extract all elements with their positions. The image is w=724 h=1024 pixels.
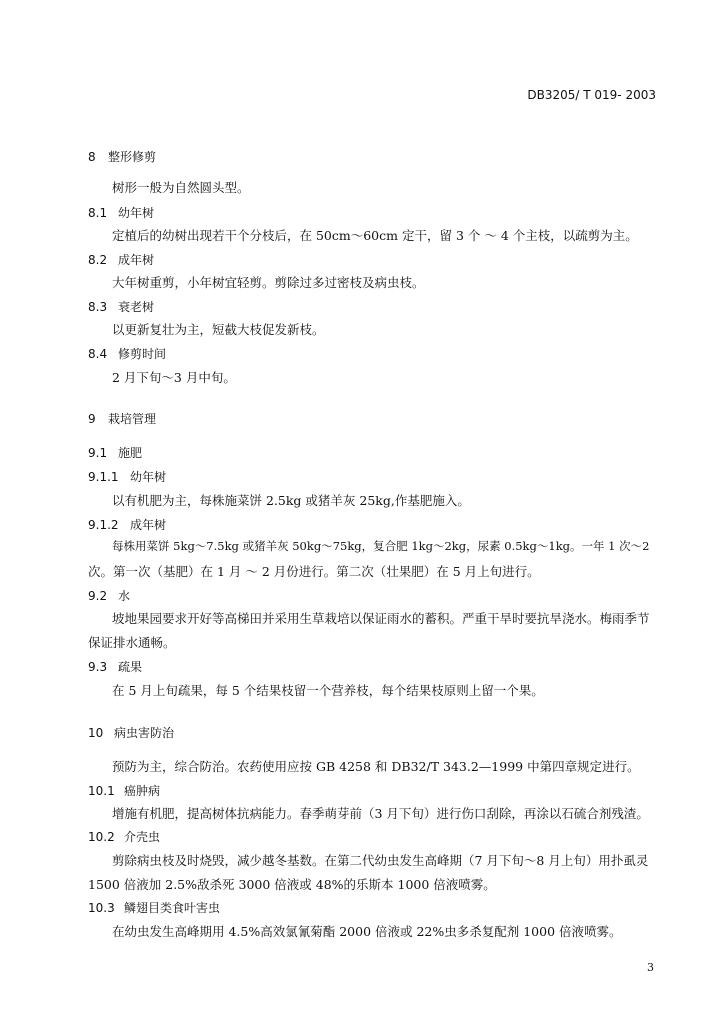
section-number: 9.3	[88, 660, 108, 674]
section-title: 修剪时间	[118, 347, 167, 361]
section-number: 9	[88, 412, 96, 426]
section-number: 8.3	[88, 300, 108, 314]
section-10-2-heading	[88, 828, 160, 845]
section-number: 10.3	[88, 901, 115, 915]
section-9-2-heading	[88, 587, 130, 604]
paragraph: 定植后的幼树出现若干个分枝后，在 50cm～60cm 定干，留 3 个 ～ 4 个主枝，以疏剪为主。	[112, 228, 638, 243]
section-number: 8.4	[88, 347, 108, 361]
paragraph-continued: 1500 倍液加 2.5%敌杀死 3000 倍液或 48%的乐斯本 1000 倍液喷雾。	[88, 877, 496, 892]
document-number: DB3205/ T 019- 2003	[527, 88, 656, 102]
section-number: 8	[88, 150, 96, 164]
section-title: 施肥	[118, 446, 143, 460]
section-9-1-2-heading	[88, 516, 166, 533]
section-10-1-heading	[88, 782, 160, 799]
section-number: 8.1	[88, 206, 108, 220]
page-number: 3	[647, 961, 654, 974]
section-number: 8.2	[88, 253, 108, 267]
paragraph: 以有机肥为主，每株施菜饼 2.5kg 或猪羊灰 25kg,作基肥施入。	[112, 493, 470, 508]
section-title: 成年树	[130, 518, 167, 532]
section-title: 鳞翅目类食叶害虫	[124, 901, 221, 915]
section-9-1-heading	[88, 444, 142, 461]
section-title: 成年树	[118, 253, 155, 267]
section-number: 9.1.2	[88, 518, 119, 532]
section-title: 病虫害防治	[114, 726, 175, 740]
paragraph-continued: 次。第一次（基肥）在 1 月 ～ 2 月份进行。第二次（壮果肥）在 5 月上旬进行。	[88, 564, 540, 579]
section-9-3-heading	[88, 658, 142, 675]
section-10-heading	[88, 724, 174, 741]
paragraph: 每株用菜饼 5kg～7.5kg 或猪羊灰 50kg～75kg，复合肥 1kg～2kg，尿素 0.5kg～1kg。一年 1 次～2	[112, 539, 650, 553]
paragraph-continued: 保证排水通畅。	[88, 635, 176, 650]
paragraph: 增施有机肥，提高树体抗病能力。春季萌芽前（3 月下旬）进行伤口刮除，再涂以石硫合剂残渣。	[112, 806, 649, 821]
section-8-3-heading	[88, 298, 154, 315]
section-number: 9.2	[88, 589, 108, 603]
section-8-1-heading	[88, 204, 154, 221]
section-title: 栽培管理	[108, 412, 157, 426]
section-title: 水	[118, 589, 131, 603]
section-title: 介壳虫	[124, 830, 161, 844]
paragraph: 2 月下旬～3 月中旬。	[112, 370, 236, 385]
paragraph: 在幼虫发生高峰期用 4.5%高效氯氰菊酯 2000 倍液或 22%虫多杀复配剂 1000 倍液喷雾。	[112, 924, 622, 939]
section-title: 幼年树	[130, 470, 167, 484]
section-number: 10	[88, 726, 104, 740]
section-9-heading	[88, 410, 156, 427]
section-8-4-heading	[88, 345, 166, 362]
section-number: 9.1.1	[88, 470, 119, 484]
section-10-3-heading	[88, 899, 220, 916]
section-8-heading	[88, 148, 156, 165]
paragraph: 树形一般为自然圆头型。	[112, 180, 250, 195]
section-title: 整形修剪	[108, 150, 157, 164]
section-8-2-heading	[88, 251, 154, 268]
section-title: 疏果	[118, 660, 143, 674]
paragraph: 预防为主，综合防治。农药使用应按 GB 4258 和 DB32/T 343.2—1999 中第四章规定进行。	[112, 759, 640, 774]
section-title: 幼年树	[118, 206, 155, 220]
section-number: 9.1	[88, 446, 108, 460]
section-9-1-1-heading	[88, 468, 166, 485]
section-number: 10.2	[88, 830, 115, 844]
paragraph: 在 5 月上旬疏果，每 5 个结果枝留一个营养枝，每个结果枝原则上留一个果。	[112, 683, 544, 698]
paragraph: 以更新复壮为主，短截大枝促发新枝。	[112, 322, 325, 337]
paragraph: 大年树重剪，小年树宜轻剪。剪除过多过密枝及病虫枝。	[112, 275, 425, 290]
paragraph: 剪除病虫枝及时烧毁，减少越冬基数。在第二代幼虫发生高峰期（7 月下旬～8 月上旬）用扑虱灵	[112, 853, 649, 868]
section-title: 衰老树	[118, 300, 155, 314]
paragraph: 坡地果园要求开好等高梯田并采用生草栽培以保证雨水的蓄积。严重干旱时要抗旱浇水。梅雨季节	[112, 611, 650, 626]
section-number: 10.1	[88, 784, 115, 798]
section-title: 癌肿病	[124, 784, 161, 798]
